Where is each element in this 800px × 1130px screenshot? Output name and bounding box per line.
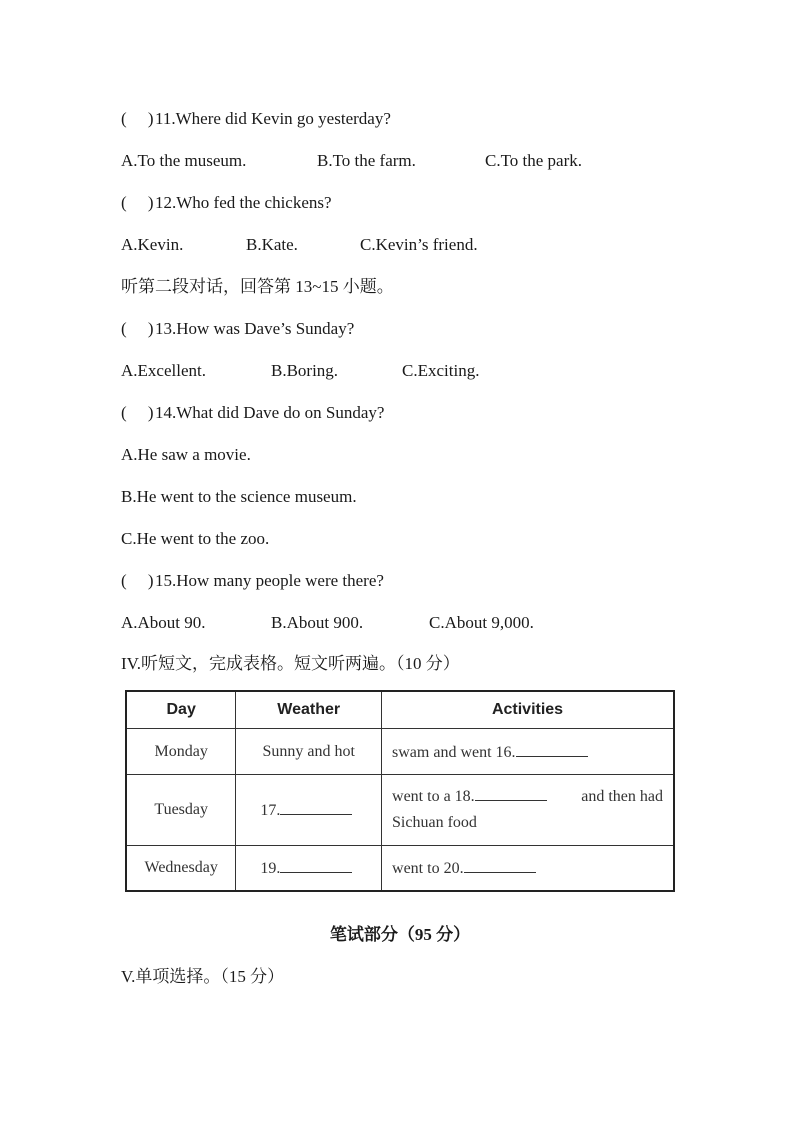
- question-15: [121, 570, 384, 592]
- cell-activities: [382, 729, 674, 775]
- option-b: B.Boring.: [271, 361, 339, 380]
- option-c: C.He went to the zoo.: [121, 529, 270, 548]
- option-b: B.Kate.: [246, 235, 298, 254]
- cell-weather: [236, 846, 382, 892]
- written-part-title: 笔试部分（95 分）: [329, 925, 471, 944]
- question-13: [121, 318, 354, 340]
- section-4-title: IV.听短文，完成表格。短文听两遍。（10 分）: [121, 654, 460, 673]
- listening-table: [125, 690, 675, 892]
- header-activities: Activities: [382, 691, 674, 729]
- option-a: A.About 90.: [121, 613, 206, 632]
- answer-paren[interactable]: ( ): [121, 403, 154, 422]
- activities-text: went to 20.: [392, 860, 464, 877]
- option-a: A.He saw a movie.: [121, 445, 251, 464]
- activities-text: swam and went 16.: [392, 743, 516, 761]
- table-row: [126, 846, 674, 892]
- question-12: [121, 192, 332, 214]
- answer-paren[interactable]: ( ): [121, 109, 154, 128]
- option-c: C.Exciting.: [402, 361, 480, 380]
- header-day: Day: [126, 691, 236, 729]
- cell-day: Monday: [126, 729, 236, 775]
- option-a: A.Excellent.: [121, 361, 206, 380]
- option-b: B.To the farm.: [317, 151, 416, 170]
- weather-number: 17.: [260, 802, 281, 819]
- answer-paren[interactable]: ( ): [121, 193, 154, 212]
- blank-19[interactable]: [280, 858, 352, 873]
- answer-paren[interactable]: ( ): [121, 319, 154, 338]
- option-a: A.To the museum.: [121, 151, 247, 170]
- question-11: [121, 108, 391, 130]
- question-text: 14.What did Dave do on Sunday?: [155, 403, 385, 422]
- section-5-title: V.单项选择。（15 分）: [121, 967, 285, 986]
- option-a: A.Kevin.: [121, 235, 184, 254]
- weather-number: 19.: [260, 860, 281, 877]
- option-c: C.Kevin’s friend.: [360, 235, 478, 254]
- cell-day: Wednesday: [126, 846, 236, 892]
- option-b: B.He went to the science museum.: [121, 487, 357, 506]
- question-text: 12.Who fed the chickens?: [155, 193, 332, 212]
- option-b: B.About 900.: [271, 613, 364, 632]
- instruction-dialog-2: 听第二段对话，回答第 13~15 小题。: [121, 277, 394, 296]
- table-row: [126, 775, 674, 846]
- blank-17[interactable]: [280, 800, 352, 815]
- question-text: 11.Where did Kevin go yesterday?: [155, 109, 391, 128]
- activities-line-1: went to a 18. and then had: [392, 788, 663, 805]
- question-text: 15.How many people were there?: [155, 571, 384, 590]
- cell-weather: [236, 775, 382, 846]
- question-text: 13.How was Dave’s Sunday?: [155, 319, 355, 338]
- option-c: C.About 9,000.: [429, 613, 534, 632]
- question-14: [121, 402, 384, 424]
- header-weather: Weather: [236, 691, 382, 729]
- table-row: [126, 729, 674, 775]
- cell-activities: [382, 846, 674, 892]
- cell-weather: Sunny and hot: [236, 729, 382, 775]
- blank-20[interactable]: [464, 858, 536, 873]
- blank-16[interactable]: [516, 742, 588, 757]
- option-c: C.To the park.: [485, 151, 583, 170]
- cell-day: Tuesday: [126, 775, 236, 846]
- blank-18[interactable]: [475, 786, 547, 801]
- table-header-row: [126, 691, 674, 729]
- activities-line-2: Sichuan food: [392, 814, 477, 831]
- answer-paren[interactable]: ( ): [121, 571, 154, 590]
- cell-activities: [382, 775, 674, 846]
